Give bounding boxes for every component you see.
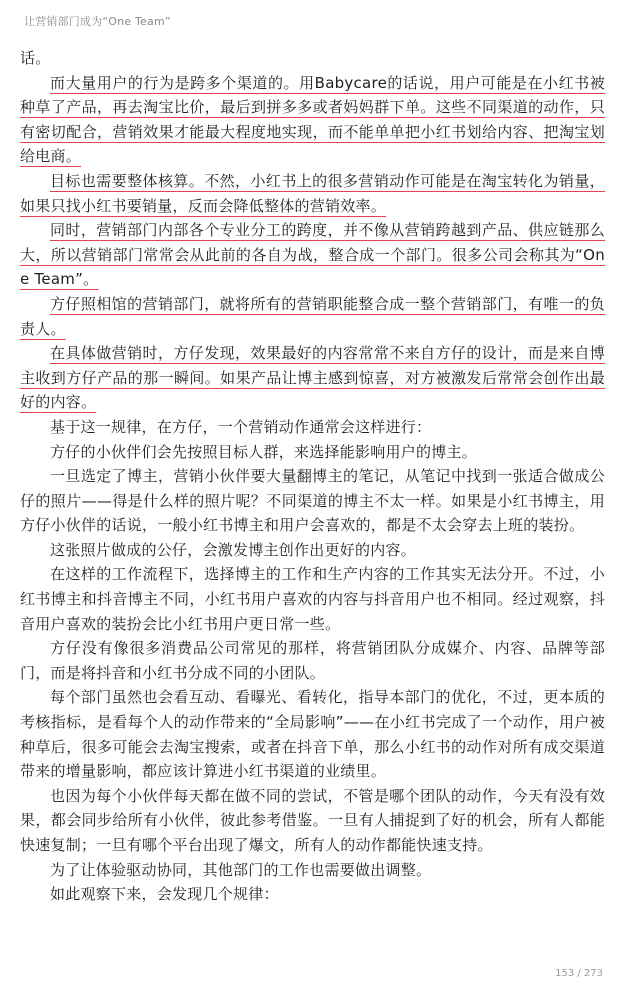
highlighted-text[interactable]: 方仔照相馆的营销部门，就将所有的营销职能整合成一整个营销部门，有唯一的负责人。	[20, 294, 605, 338]
paragraph-text: 话。	[20, 49, 51, 67]
paragraph	[20, 784, 605, 858]
paragraph-text: 为了让体验驱动协同，其他部门的工作也需要做出调整。	[50, 860, 432, 879]
paragraph-text: 如此观察下来，会发现几个规律：	[50, 885, 279, 904]
paragraph-highlighted[interactable]	[20, 169, 605, 218]
paragraph-highlighted[interactable]	[20, 341, 605, 415]
paragraph	[20, 685, 605, 783]
paragraph-text: 方仔没有像很多消费品公司常见的那样，将营销团队分成媒介、内容、品牌等部门，而是将抖音和小红书分成不同的小团队。	[20, 639, 605, 682]
chapter-title: 让营销部门成为“One Team”	[24, 15, 171, 28]
highlighted-text[interactable]: 目标也需要整体核算。不然，小红书上的很多营销动作可能是在淘宝转化为销量，如果只找小红书要销量，反而会降低整体的营销效率。	[20, 171, 605, 215]
paragraph	[20, 882, 605, 907]
paragraph-text: 在这样的工作流程下，选择博主的工作和生产内容的工作其实无法分开。不过，小红书博主和抖音博主不同，小红书用户喜欢的内容与抖音用户也不相同。经过观察，抖音用户喜欢的装扮会比小红书用户更日常一些。	[20, 565, 605, 633]
paragraph-text: 基于这一规律，在方仔，一个营销动作通常会这样进行：	[50, 417, 432, 436]
paragraph-text: 也因为每个小伙伴每天都在做不同的尝试，不管是哪个团队的动作，今天有没有效果，都会同步给所有小伙伴，彼此参考借鉴。一旦有人捕捉到了好的机会，所有人都能快速复制；一旦有哪个平台出现了爆文，所有人的动作都能快速支持。	[20, 786, 605, 854]
paragraph-highlighted[interactable]	[20, 218, 605, 292]
paragraph-text: 方仔的小伙伴们会先按照目标人群，来选择能影响用户的博主。	[50, 442, 478, 461]
paragraph	[20, 538, 605, 563]
paragraph-highlighted[interactable]	[20, 292, 605, 341]
paragraph	[20, 415, 605, 440]
highlighted-text[interactable]: 在具体做营销时，方仔发现，效果最好的内容常常不来自方仔的设计，而是来自博主收到方仔产品的那一瞬间。如果产品让博主感到惊喜，对方被激发后常常会创作出最好的内容。	[20, 344, 605, 412]
paragraph	[20, 858, 605, 883]
page-indicator: 153 / 273	[555, 968, 603, 979]
paragraph-text: 这张照片做成的公仔，会激发博主创作出更好的内容。	[50, 540, 417, 559]
paragraph-highlighted[interactable]	[20, 71, 605, 169]
highlighted-text[interactable]: 而大量用户的行为是跨多个渠道的。用Babycare的话说，用户可能是在小红书被种草了产品，再去淘宝比价，最后到拼多多或者妈妈群下单。这些不同渠道的动作，只有密切配合，营销效果才能最大程度地实现，而不能单单把小红书划给内容、把淘宝划给电商。	[20, 73, 605, 166]
paragraph	[20, 440, 605, 465]
paragraph	[20, 464, 605, 538]
highlighted-text[interactable]: 同时，营销部门内部各个专业分工的跨度，并不像从营销跨越到产品、供应链那么大，所以营销部门常常会从此前的各自为战，整合成一个部门。很多公司会称其为“One Team”。	[20, 221, 605, 289]
article-body[interactable]	[20, 46, 605, 907]
paragraph	[20, 46, 605, 71]
paragraph-text: 每个部门虽然也会看互动、看曝光、看转化，指导本部门的优化，不过，更本质的考核指标，是看每个人的动作带来的“全局影响”——在小红书完成了一个动作，用户被种草后，很多可能会去淘宝搜索，或者在抖音下单，那么小红书的动作对所有成交渠道带来的增量影响，都应该计算进小红书渠道的业绩里。	[20, 688, 605, 781]
paragraph-text: 一旦选定了博主，营销小伙伴要大量翻博主的笔记，从笔记中找到一张适合做成公仔的照片——得是什么样的照片呢？不同渠道的博主不太一样。如果是小红书博主，用方仔小伙伴的话说，一般小红书博主和用户会喜欢的，都是不太会穿去上班的装扮。	[20, 467, 605, 535]
paragraph	[20, 636, 605, 685]
paragraph	[20, 562, 605, 636]
